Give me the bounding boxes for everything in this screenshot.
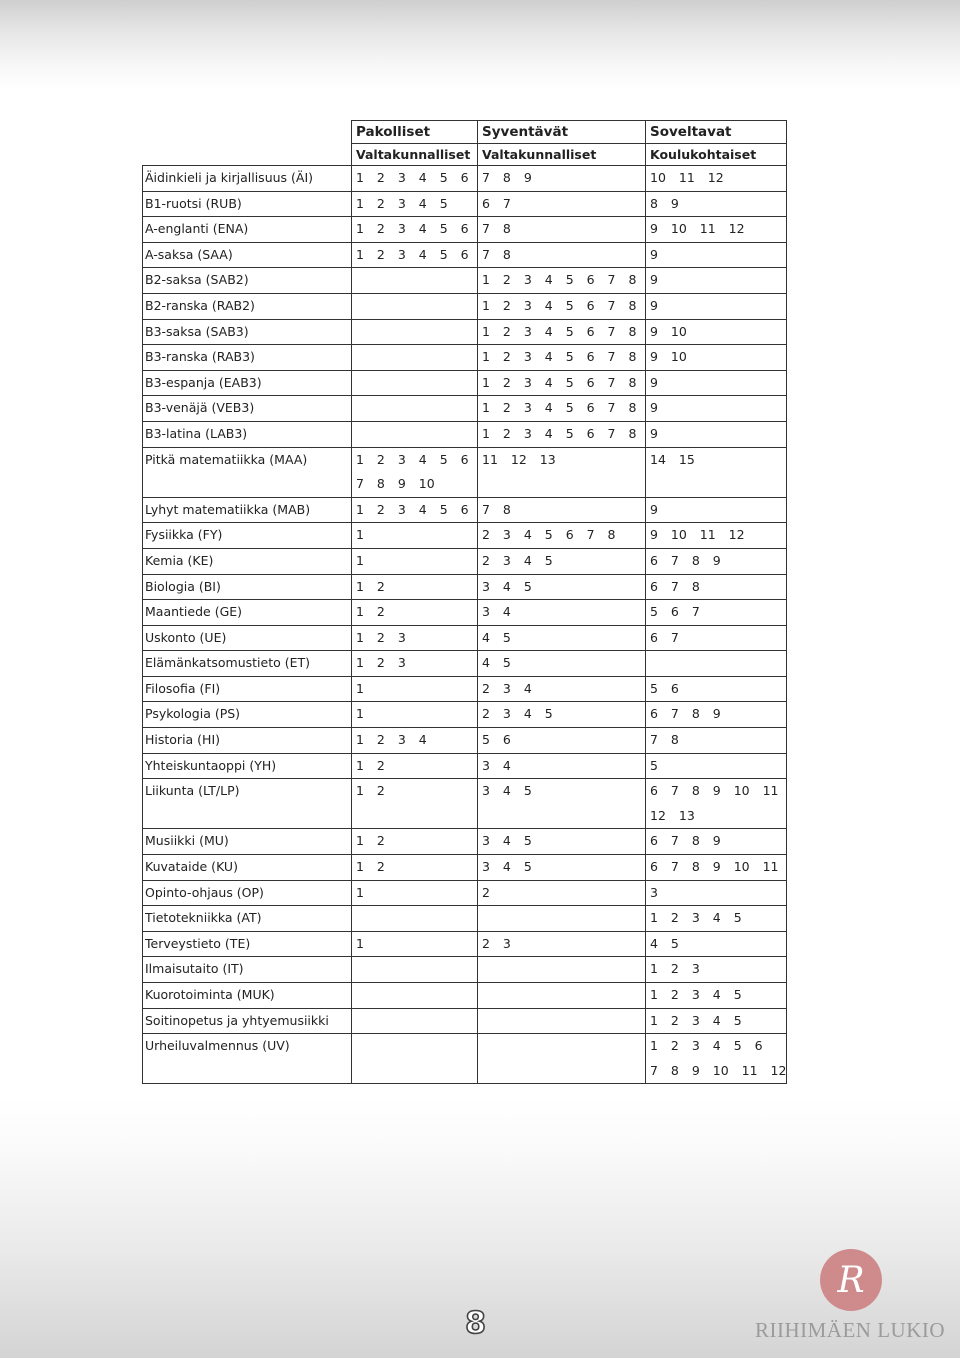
cell-subject: B3-venäjä (VEB3) <box>143 396 352 422</box>
cell-pakolliset: 1 2 3 4 5 6 <box>352 166 478 192</box>
cell-subject: Filosofia (FI) <box>143 676 352 702</box>
cell-soveltavat: 9 <box>646 293 787 319</box>
table-row <box>143 497 787 523</box>
cell-subject: Kuorotoiminta (MUK) <box>143 983 352 1009</box>
table-row <box>143 370 787 396</box>
table-row <box>143 957 787 983</box>
cell-subject: Urheiluvalmennus (UV) <box>143 1034 352 1059</box>
cell-syventavat: 1 2 3 4 5 6 7 8 <box>478 319 646 345</box>
cell-soveltavat: 6 7 8 9 10 11 <box>646 779 787 804</box>
cell-syventavat <box>478 983 646 1009</box>
header-row-groups <box>143 121 787 144</box>
cell-pakolliset: 1 2 <box>352 855 478 881</box>
page-top-shadow <box>0 0 960 90</box>
header-syventavat: Syventävät <box>478 121 646 144</box>
table-row <box>143 983 787 1009</box>
table-row <box>143 1034 787 1059</box>
cell-subject: Opinto-ohjaus (OP) <box>143 880 352 906</box>
cell-soveltavat: 7 8 <box>646 728 787 754</box>
cell-soveltavat: 9 10 <box>646 345 787 371</box>
cell-syventavat: 7 8 9 <box>478 166 646 192</box>
table-row <box>143 217 787 243</box>
cell-pakolliset: 1 2 <box>352 574 478 600</box>
cell-syventavat: 2 3 4 5 6 7 8 <box>478 523 646 549</box>
cell-pakolliset <box>352 370 478 396</box>
school-name-logo: RIIHIMÄEN LUKIO <box>754 1318 946 1342</box>
cell-pakolliset: 1 <box>352 548 478 574</box>
cell-soveltavat: 1 2 3 4 5 <box>646 983 787 1009</box>
cell-subject: Yhteiskuntaoppi (YH) <box>143 753 352 779</box>
cell-pakolliset: 1 2 <box>352 753 478 779</box>
cell-soveltavat: 4 5 <box>646 931 787 957</box>
table-row-continuation <box>143 1059 787 1084</box>
cell-syventavat: 2 3 4 5 <box>478 548 646 574</box>
cell-syventavat: 4 5 <box>478 625 646 651</box>
cell-syventavat-line2 <box>478 1059 646 1084</box>
cell-syventavat: 1 2 3 4 5 6 7 8 <box>478 370 646 396</box>
cell-soveltavat: 6 7 8 9 <box>646 548 787 574</box>
header-type-syventavat: Valtakunnalliset <box>478 144 646 166</box>
cell-soveltavat: 1 2 3 <box>646 957 787 983</box>
cell-subject: Kuvataide (KU) <box>143 855 352 881</box>
cell-pakolliset: 1 2 3 4 5 <box>352 191 478 217</box>
cell-subject: B3-latina (LAB3) <box>143 421 352 447</box>
cell-syventavat: 3 4 5 <box>478 574 646 600</box>
cell-soveltavat: 9 <box>646 421 787 447</box>
cell-soveltavat: 6 7 <box>646 625 787 651</box>
cell-subject: A-saksa (SAA) <box>143 242 352 268</box>
cell-subject: Maantiede (GE) <box>143 600 352 626</box>
header-pakolliset: Pakolliset <box>352 121 478 144</box>
cell-soveltavat: 6 7 8 <box>646 574 787 600</box>
cell-pakolliset <box>352 906 478 932</box>
cell-syventavat: 3 4 5 <box>478 855 646 881</box>
cell-pakolliset: 1 <box>352 880 478 906</box>
table-row <box>143 447 787 472</box>
cell-subject: Pitkä matematiikka (MAA) <box>143 447 352 472</box>
cell-syventavat <box>478 957 646 983</box>
cell-syventavat: 3 4 5 <box>478 829 646 855</box>
cell-pakolliset: 1 2 3 <box>352 651 478 677</box>
cell-soveltavat: 1 2 3 4 5 <box>646 1008 787 1034</box>
cell-pakolliset-line2 <box>352 804 478 829</box>
cell-subject: A-englanti (ENA) <box>143 217 352 243</box>
cell-pakolliset-line2 <box>352 1059 478 1084</box>
cell-pakolliset <box>352 268 478 294</box>
table-row <box>143 396 787 422</box>
table-row <box>143 523 787 549</box>
cell-subject-continuation <box>143 1059 352 1084</box>
table-row <box>143 574 787 600</box>
cell-syventavat <box>478 1034 646 1059</box>
cell-subject: Psykologia (PS) <box>143 702 352 728</box>
cell-syventavat: 4 5 <box>478 651 646 677</box>
cell-syventavat: 5 6 <box>478 728 646 754</box>
cell-pakolliset: 1 2 3 4 5 6 <box>352 447 478 472</box>
cell-subject: Musiikki (MU) <box>143 829 352 855</box>
cell-soveltavat: 6 7 8 9 <box>646 829 787 855</box>
cell-pakolliset: 1 2 <box>352 829 478 855</box>
cell-subject: B1-ruotsi (RUB) <box>143 191 352 217</box>
cell-pakolliset: 1 2 3 4 5 6 <box>352 497 478 523</box>
cell-soveltavat: 5 6 7 <box>646 600 787 626</box>
cell-soveltavat-line2: 12 13 <box>646 804 787 829</box>
cell-soveltavat: 8 9 <box>646 191 787 217</box>
cell-pakolliset: 1 <box>352 676 478 702</box>
cell-subject: Äidinkieli ja kirjallisuus (ÄI) <box>143 166 352 192</box>
cell-subject: Uskonto (UE) <box>143 625 352 651</box>
header-soveltavat: Soveltavat <box>646 121 787 144</box>
cell-soveltavat <box>646 651 787 677</box>
header-blank-cell <box>143 144 352 166</box>
cell-soveltavat: 9 <box>646 370 787 396</box>
cell-syventavat: 7 8 <box>478 242 646 268</box>
table-row <box>143 191 787 217</box>
school-logo-emblem <box>820 1249 882 1311</box>
cell-soveltavat: 9 10 11 12 <box>646 523 787 549</box>
cell-pakolliset <box>352 1034 478 1059</box>
cell-subject-continuation <box>143 472 352 497</box>
cell-soveltavat: 9 <box>646 242 787 268</box>
cell-syventavat-line2 <box>478 472 646 497</box>
cell-syventavat: 6 7 <box>478 191 646 217</box>
cell-subject: B3-ranska (RAB3) <box>143 345 352 371</box>
cell-subject: Historia (HI) <box>143 728 352 754</box>
table-row <box>143 880 787 906</box>
table-row <box>143 319 787 345</box>
cell-soveltavat: 6 7 8 9 <box>646 702 787 728</box>
cell-soveltavat: 5 <box>646 753 787 779</box>
cell-syventavat: 2 3 <box>478 931 646 957</box>
cell-syventavat: 11 12 13 <box>478 447 646 472</box>
cell-pakolliset-line2: 7 8 9 10 <box>352 472 478 497</box>
cell-pakolliset: 1 2 3 4 5 6 <box>352 242 478 268</box>
cell-soveltavat: 10 11 12 <box>646 166 787 192</box>
cell-soveltavat: 9 10 <box>646 319 787 345</box>
cell-pakolliset: 1 <box>352 931 478 957</box>
cell-subject: B3-espanja (EAB3) <box>143 370 352 396</box>
cell-pakolliset: 1 2 <box>352 600 478 626</box>
cell-subject: Terveystieto (TE) <box>143 931 352 957</box>
cell-syventavat: 1 2 3 4 5 6 7 8 <box>478 345 646 371</box>
cell-subject: Liikunta (LT/LP) <box>143 779 352 804</box>
cell-pakolliset <box>352 957 478 983</box>
cell-pakolliset <box>352 396 478 422</box>
cell-soveltavat: 5 6 <box>646 676 787 702</box>
cell-soveltavat: 9 <box>646 497 787 523</box>
page-number: 8 <box>465 1306 487 1341</box>
cell-syventavat: 2 3 4 <box>478 676 646 702</box>
table-row <box>143 906 787 932</box>
cell-soveltavat: 14 15 <box>646 447 787 472</box>
table-row <box>143 1008 787 1034</box>
table-row <box>143 268 787 294</box>
cell-syventavat: 3 4 <box>478 600 646 626</box>
cell-subject: Tietotekniikka (AT) <box>143 906 352 932</box>
header-row-types <box>143 144 787 166</box>
table-row <box>143 702 787 728</box>
table-row <box>143 728 787 754</box>
table-row <box>143 753 787 779</box>
cell-syventavat: 1 2 3 4 5 6 7 8 <box>478 396 646 422</box>
table-row <box>143 421 787 447</box>
cell-pakolliset <box>352 1008 478 1034</box>
cell-soveltavat: 9 <box>646 268 787 294</box>
cell-syventavat: 3 4 <box>478 753 646 779</box>
cell-subject-continuation <box>143 804 352 829</box>
cell-syventavat <box>478 906 646 932</box>
cell-pakolliset: 1 <box>352 702 478 728</box>
cell-syventavat: 1 2 3 4 5 6 7 8 <box>478 268 646 294</box>
course-table-container <box>142 120 787 1084</box>
cell-syventavat-line2 <box>478 804 646 829</box>
table-row <box>143 242 787 268</box>
cell-soveltavat-line2: 7 8 9 10 11 12 <box>646 1059 787 1084</box>
cell-pakolliset: 1 2 <box>352 779 478 804</box>
cell-soveltavat: 1 2 3 4 5 <box>646 906 787 932</box>
cell-subject: Kemia (KE) <box>143 548 352 574</box>
cell-syventavat: 2 <box>478 880 646 906</box>
table-row <box>143 855 787 881</box>
cell-pakolliset: 1 2 3 <box>352 625 478 651</box>
cell-subject: Ilmaisutaito (IT) <box>143 957 352 983</box>
cell-subject: Lyhyt matematiikka (MAB) <box>143 497 352 523</box>
table-row <box>143 625 787 651</box>
table-row <box>143 676 787 702</box>
cell-subject: Soitinopetus ja yhtyemusiikki <box>143 1008 352 1034</box>
cell-subject: Fysiikka (FY) <box>143 523 352 549</box>
cell-pakolliset <box>352 345 478 371</box>
table-row <box>143 931 787 957</box>
cell-pakolliset <box>352 421 478 447</box>
header-type-soveltavat: Koulukohtaiset <box>646 144 787 166</box>
table-row-continuation <box>143 472 787 497</box>
table-row <box>143 651 787 677</box>
cell-soveltavat: 3 <box>646 880 787 906</box>
table-row <box>143 600 787 626</box>
table-row <box>143 166 787 192</box>
cell-pakolliset <box>352 293 478 319</box>
cell-syventavat: 3 4 5 <box>478 779 646 804</box>
table-row <box>143 548 787 574</box>
cell-subject: B2-saksa (SAB2) <box>143 268 352 294</box>
header-blank-cell <box>143 121 352 144</box>
cell-pakolliset <box>352 319 478 345</box>
cell-pakolliset <box>352 983 478 1009</box>
table-row-continuation <box>143 804 787 829</box>
cell-soveltavat: 9 10 11 12 <box>646 217 787 243</box>
cell-pakolliset: 1 2 3 4 5 6 <box>352 217 478 243</box>
table-row <box>143 779 787 804</box>
cell-subject: B3-saksa (SAB3) <box>143 319 352 345</box>
cell-syventavat: 7 8 <box>478 217 646 243</box>
cell-pakolliset: 1 2 3 4 <box>352 728 478 754</box>
cell-soveltavat: 6 7 8 9 10 11 <box>646 855 787 881</box>
logo-letter: R <box>837 1259 865 1301</box>
course-table <box>142 120 787 1084</box>
cell-subject: Biologia (BI) <box>143 574 352 600</box>
cell-syventavat: 1 2 3 4 5 6 7 8 <box>478 293 646 319</box>
cell-soveltavat-line2 <box>646 472 787 497</box>
table-row <box>143 829 787 855</box>
cell-syventavat <box>478 1008 646 1034</box>
table-row <box>143 345 787 371</box>
cell-pakolliset: 1 <box>352 523 478 549</box>
table-row <box>143 293 787 319</box>
cell-syventavat: 2 3 4 5 <box>478 702 646 728</box>
cell-soveltavat: 9 <box>646 396 787 422</box>
cell-syventavat: 7 8 <box>478 497 646 523</box>
cell-syventavat: 1 2 3 4 5 6 7 8 <box>478 421 646 447</box>
cell-subject: B2-ranska (RAB2) <box>143 293 352 319</box>
cell-subject: Elämänkatsomustieto (ET) <box>143 651 352 677</box>
cell-soveltavat: 1 2 3 4 5 6 <box>646 1034 787 1059</box>
header-type-pakolliset: Valtakunnalliset <box>352 144 478 166</box>
